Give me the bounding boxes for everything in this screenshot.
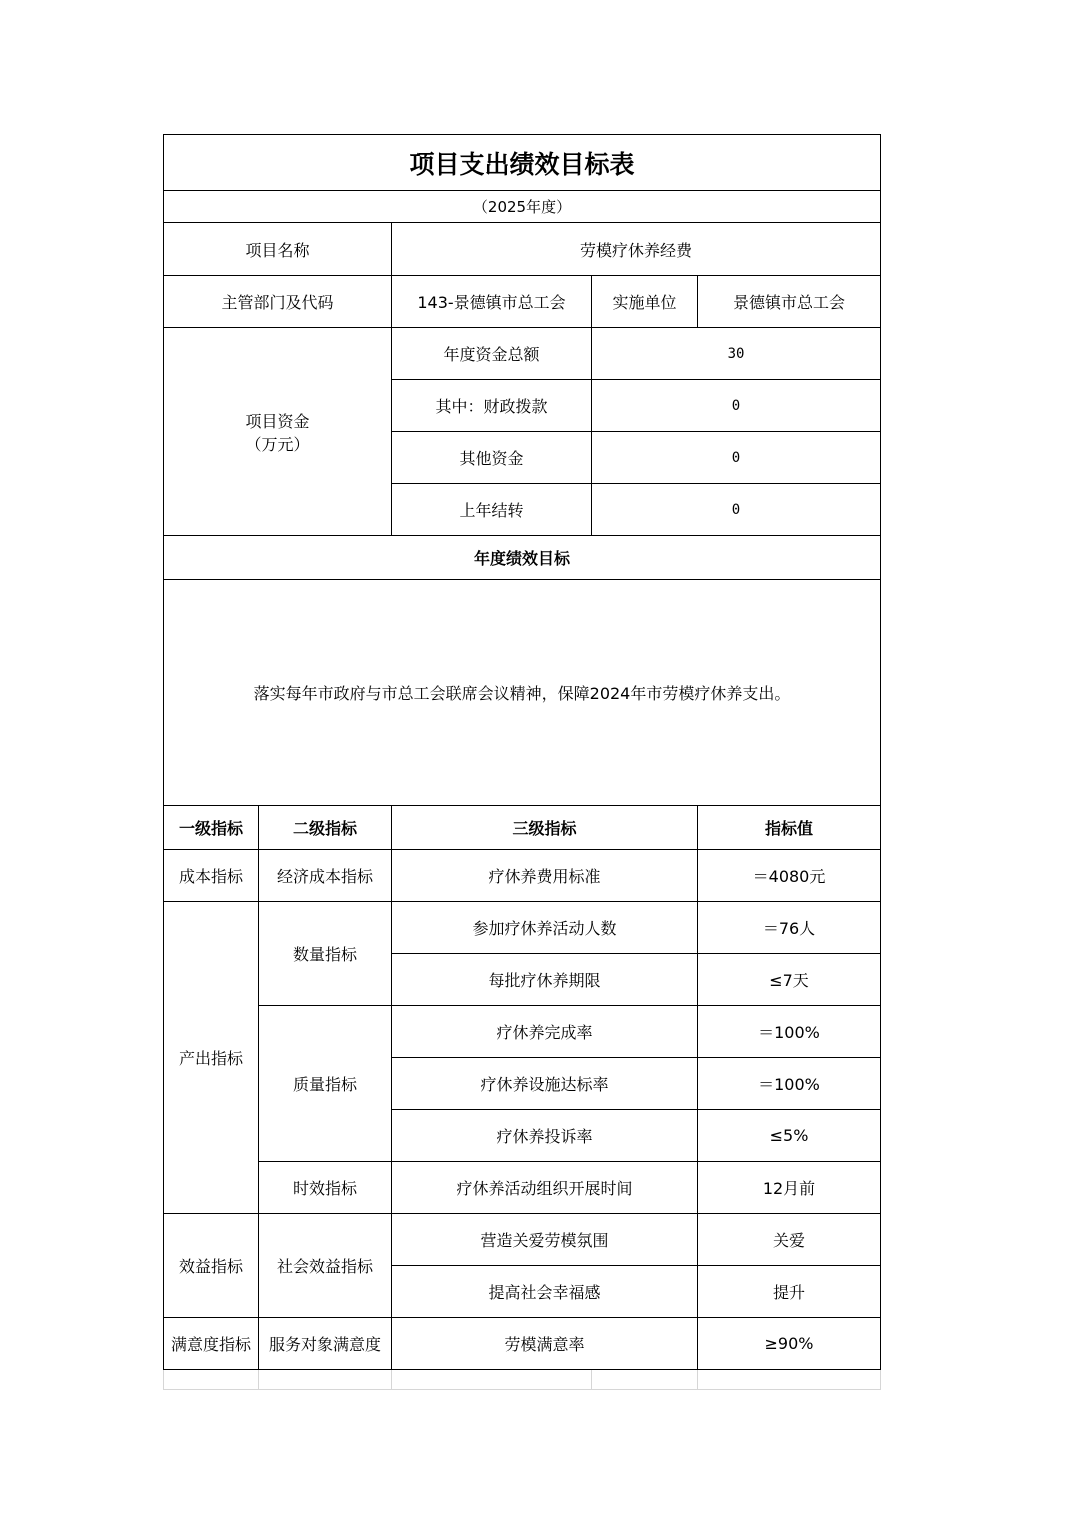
indicator-value: ＝100% (698, 1058, 881, 1110)
level1-satisfaction: 满意度指标 (164, 1318, 259, 1370)
indicator-name: 疗休养设施达标率 (392, 1058, 698, 1110)
indicator-value: ＝100% (698, 1006, 881, 1058)
empty-cell (259, 1370, 392, 1390)
dept-value: 143-景德镇市总工会 (392, 276, 592, 328)
indicator-value: ＝4080元 (698, 850, 881, 902)
impl-unit-value: 景德镇市总工会 (698, 276, 881, 328)
annual-goal-header: 年度绩效目标 (164, 536, 881, 580)
indicator-name: 疗休养投诉率 (392, 1110, 698, 1162)
indicator-name: 疗休养费用标准 (392, 850, 698, 902)
funds-row-label: 其他资金 (392, 432, 592, 484)
level1-benefit: 效益指标 (164, 1214, 259, 1318)
level2-social-benefit: 社会效益指标 (259, 1214, 392, 1318)
performance-target-table (163, 134, 881, 1390)
indicator-value: ＝76人 (698, 902, 881, 954)
funds-row-label: 其中：财政拨款 (392, 380, 592, 432)
indicator-name: 参加疗休养活动人数 (392, 902, 698, 954)
funds-label-line2: （万元） (245, 434, 310, 454)
funds-row-value: 0 (592, 380, 881, 432)
level1-output: 产出指标 (164, 902, 259, 1214)
annual-goal-text: 落实每年市政府与市总工会联席会议精神，保障2024年市劳模疗休养支出。 (164, 580, 881, 806)
funds-row-label: 年度资金总额 (392, 328, 592, 380)
indicator-value: ≤7天 (698, 954, 881, 1006)
header-level3: 三级指标 (392, 806, 698, 850)
header-level1: 一级指标 (164, 806, 259, 850)
level2-quantity: 数量指标 (259, 902, 392, 1006)
indicator-name: 营造关爱劳模氛围 (392, 1214, 698, 1266)
level2-economic-cost: 经济成本指标 (259, 850, 392, 902)
project-name-value: 劳模疗休养经费 (392, 223, 881, 276)
indicator-name: 提高社会幸福感 (392, 1266, 698, 1318)
dept-label: 主管部门及代码 (164, 276, 392, 328)
impl-unit-label: 实施单位 (592, 276, 698, 328)
empty-cell (698, 1370, 881, 1390)
level2-service-satisfaction: 服务对象满意度 (259, 1318, 392, 1370)
project-name-label: 项目名称 (164, 223, 392, 276)
funds-row-label: 上年结转 (392, 484, 592, 536)
empty-cell (392, 1370, 592, 1390)
empty-cell (592, 1370, 698, 1390)
indicator-name: 劳模满意率 (392, 1318, 698, 1370)
indicator-name: 疗休养活动组织开展时间 (392, 1162, 698, 1214)
funds-row-value: 0 (592, 432, 881, 484)
indicator-value: 关爱 (698, 1214, 881, 1266)
level2-timeliness: 时效指标 (259, 1162, 392, 1214)
level2-quality: 质量指标 (259, 1006, 392, 1162)
fiscal-year: （2025年度） (164, 191, 881, 223)
indicator-name: 疗休养完成率 (392, 1006, 698, 1058)
funds-row-value: 0 (592, 484, 881, 536)
header-level2: 二级指标 (259, 806, 392, 850)
indicator-name: 每批疗休养期限 (392, 954, 698, 1006)
funds-label (164, 328, 392, 536)
table-title: 项目支出绩效目标表 (164, 135, 881, 191)
indicator-value: 12月前 (698, 1162, 881, 1214)
header-value: 指标值 (698, 806, 881, 850)
funds-label-line1: 项目资金 (245, 411, 310, 431)
level1-cost: 成本指标 (164, 850, 259, 902)
funds-row-value: 30 (592, 328, 881, 380)
empty-cell (164, 1370, 259, 1390)
indicator-value: ≤5% (698, 1110, 881, 1162)
indicator-value: 提升 (698, 1266, 881, 1318)
indicator-value: ≥90% (698, 1318, 881, 1370)
